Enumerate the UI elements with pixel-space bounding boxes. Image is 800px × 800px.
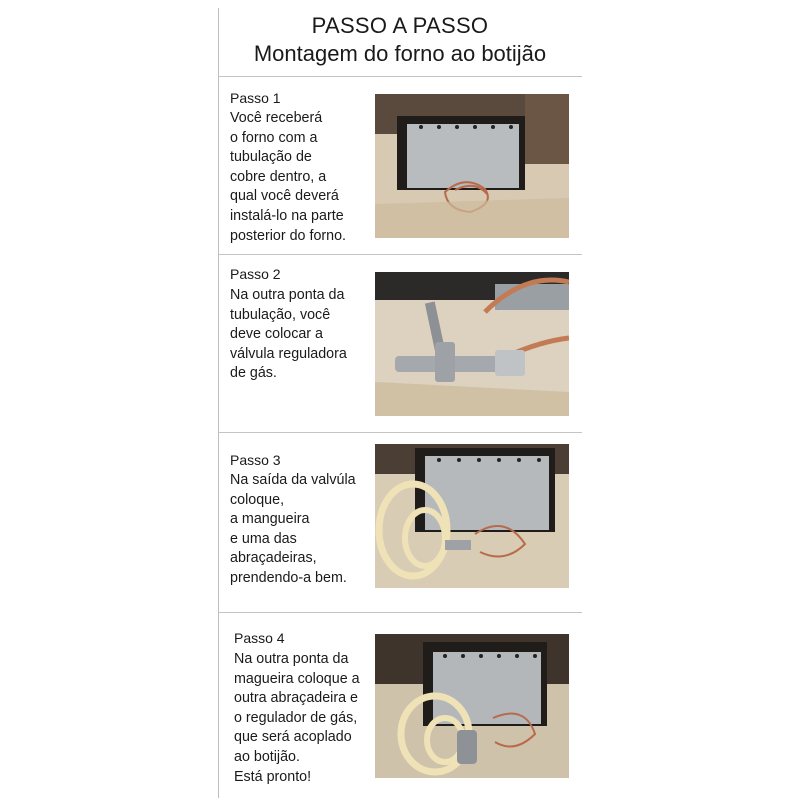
step-1-text: Você receberá o forno com a tubulação de cobre dentro, a qual você deverá instalá-lo na parte posterior do forno.: [230, 110, 347, 244]
step-3-text: Na saída da valvúla coloque, a mangueira e uma das abraçadeiras, prendendo-a bem.: [230, 472, 356, 586]
step-2-label: Passo 2: [230, 266, 281, 282]
gas-regulator-photo: [375, 634, 569, 778]
step-2-text: Na outra ponta da tubulação, você deve colocar a válvula reguladora de gás.: [230, 287, 347, 382]
title-line-2: Montagem do forno ao botijão: [253, 41, 547, 66]
step-4-text: Na outra ponta da magueira coloque a outra abraçadeira e o regulador de gás, que será acoplado ao botijão. Está pronto!: [234, 651, 360, 785]
hose-clamp-photo: [375, 444, 569, 588]
title-divider: [218, 76, 582, 77]
step-4-label: Passo 4: [234, 630, 285, 646]
step-divider-3: [218, 612, 582, 613]
step-1-label: Passo 1: [230, 90, 281, 106]
instruction-sheet: [218, 8, 582, 798]
title-line-1: PASSO A PASSO: [311, 13, 489, 38]
step-divider-1: [218, 254, 582, 255]
step-divider-2: [218, 432, 582, 433]
left-border: [218, 8, 219, 798]
step-3-label: Passo 3: [230, 452, 281, 468]
page-title: [218, 8, 582, 68]
gas-valve-photo: [375, 272, 569, 416]
oven-copper-tubing-photo: [375, 94, 569, 238]
